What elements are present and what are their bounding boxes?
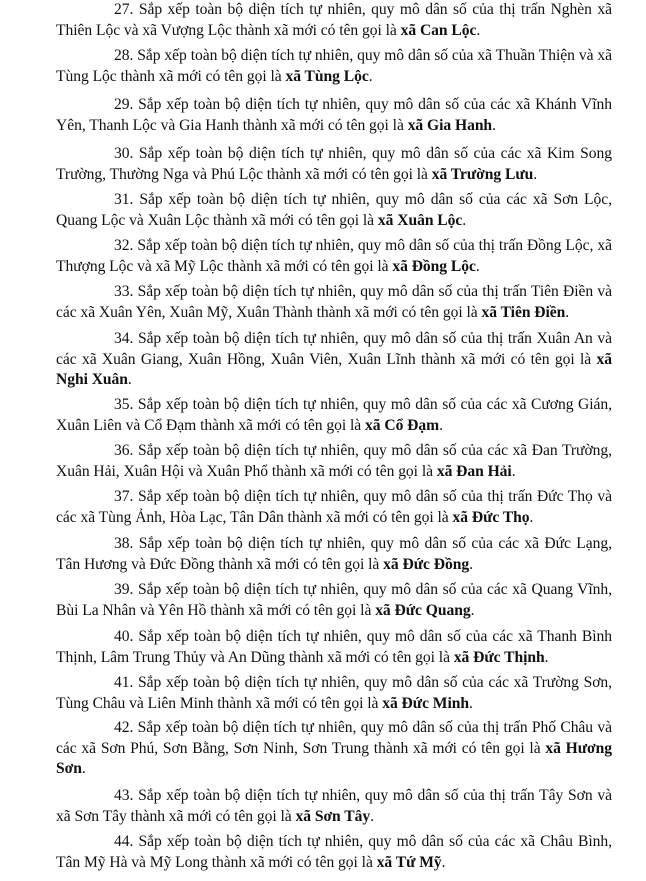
paragraph-28 <box>56 46 612 87</box>
new-commune-name: xã Gia Hanh <box>407 116 493 134</box>
paragraph-end: . <box>533 165 538 183</box>
paragraph-text: 31. Sắp xếp toàn bộ diện tích tự nhiên, quy mô dân số của các xã Sơn Lộc, Quang Lộc và Xuân Lộc thành xã mới có tên gọi là <box>56 191 612 229</box>
paragraph-text: 41. Sắp xếp toàn bộ diện tích tự nhiên, quy mô dân số của các xã Trường Sơn, Tùng Châu và Liên Minh thành xã mới có tên gọi là <box>56 674 612 712</box>
paragraph-36 <box>56 441 612 482</box>
paragraph-text: 35. Sắp xếp toàn bộ diện tích tự nhiên, quy mô dân số của các xã Cương Gián, Xuân Liên và Cổ Đạm thành xã mới có tên gọi là <box>56 396 612 434</box>
paragraph-end: . <box>475 257 480 275</box>
new-commune-name: xã Đức Thịnh <box>453 648 545 666</box>
paragraph-27 <box>56 0 612 41</box>
paragraph-30 <box>56 144 612 185</box>
new-commune-name: xã Tùng Lộc <box>285 67 369 85</box>
paragraph-31 <box>56 190 612 231</box>
paragraph-end: . <box>529 508 534 526</box>
paragraph-42 <box>56 718 612 780</box>
paragraph-32 <box>56 236 612 277</box>
new-commune-name: xã Đức Đồng <box>383 555 470 573</box>
paragraph-end: . <box>81 760 86 777</box>
paragraph-text: 33. Sắp xếp toàn bộ diện tích tự nhiên, quy mô dân số của thị trấn Tiên Điền và các xã Xuân Yên, Xuân Mỹ, Xuân Thành thành xã mới có tên gọi là <box>56 283 612 321</box>
paragraph-text: 29. Sắp xếp toàn bộ diện tích tự nhiên, quy mô dân số của các xã Khánh Vĩnh Yên, Thanh Lộc và Gia Hanh thành xã mới có tên gọi là <box>56 96 612 134</box>
paragraph-end: . <box>476 21 481 39</box>
new-commune-name: xã Tứ Mỹ <box>376 853 442 871</box>
paragraph-end: . <box>469 555 473 573</box>
paragraph-end: . <box>565 303 570 321</box>
new-commune-name: xã Đức Quang <box>375 601 471 619</box>
paragraph-end: . <box>544 648 549 666</box>
paragraph-text: 30. Sắp xếp toàn bộ diện tích tự nhiên, quy mô dân số của các xã Kim Song Trường, Thường Nga và Phú Lộc thành xã mới có tên gọi là <box>56 145 612 183</box>
paragraph-text: 42. Sắp xếp toàn bộ diện tích tự nhiên, quy mô dân số của thị trấn Phố Châu và các xã Sơn Phú, Sơn Bằng, Sơn Ninh, Sơn Trung thành xã mới có tên gọi là <box>56 719 612 757</box>
paragraph-end: . <box>441 853 446 871</box>
new-commune-name: xã Tiên Điền <box>481 303 566 321</box>
paragraph-text: 43. Sắp xếp toàn bộ diện tích tự nhiên, quy mô dân số của thị trấn Tây Sơn và xã Sơn Tây thành xã mới có tên gọi là <box>56 787 612 825</box>
new-commune-name: xã Can Lộc <box>400 21 477 39</box>
new-commune-name: xã Nghi Xuân <box>56 350 612 388</box>
paragraph-text: 36. Sắp xếp toàn bộ diện tích tự nhiên, quy mô dân số của các xã Đan Trường, Xuân Hải, Xuân Hội và Xuân Phổ thành xã mới có tên gọi là <box>56 442 612 480</box>
new-commune-name: xã Sơn Tây <box>295 807 371 825</box>
paragraph-41 <box>56 673 612 714</box>
paragraph-38 <box>56 534 612 575</box>
paragraph-33 <box>56 282 612 323</box>
paragraph-end: . <box>492 116 496 134</box>
paragraph-end: . <box>469 694 473 712</box>
paragraph-44 <box>56 832 612 873</box>
paragraph-text: 40. Sắp xếp toàn bộ diện tích tự nhiên, quy mô dân số của các xã Thanh Bình Thịnh, Lâm Trung Thủy và An Dũng thành xã mới có tên gọi là <box>56 628 612 666</box>
paragraph-text: 34. Sắp xếp toàn bộ diện tích tự nhiên, quy mô dân số của thị trấn Xuân An và các xã Xuân Giang, Xuân Hồng, Xuân Viên, Xuân Lĩnh thành xã mới có tên gọi là <box>56 330 612 368</box>
new-commune-name: xã Trường Lưu <box>431 165 534 183</box>
paragraph-text: 38. Sắp xếp toàn bộ diện tích tự nhiên, quy mô dân số của các xã Đức Lạng, Tân Hương và Đức Đồng thành xã mới có tên gọi là <box>56 535 612 573</box>
paragraph-end: . <box>439 416 443 434</box>
paragraph-text: 32. Sắp xếp toàn bộ diện tích tự nhiên, quy mô dân số của thị trấn Đồng Lộc, xã Thượng Lộc và xã Mỹ Lộc thành xã mới có tên gọi là <box>56 237 612 275</box>
paragraph-43 <box>56 786 612 827</box>
new-commune-name: xã Cổ Đạm <box>365 416 440 434</box>
paragraph-end: . <box>370 807 374 825</box>
paragraph-text: 37. Sắp xếp toàn bộ diện tích tự nhiên, quy mô dân số của thị trấn Đức Thọ và các xã Tùng Ảnh, Hòa Lạc, Tân Dân thành xã mới có tên gọi là <box>56 488 612 526</box>
paragraph-29 <box>56 95 612 136</box>
paragraph-text: 27. Sắp xếp toàn bộ diện tích tự nhiên, quy mô dân số của thị trấn Nghèn xã Thiên Lộc và xã Vượng Lộc thành xã mới có tên gọi là <box>56 1 612 39</box>
paragraph-end: . <box>511 462 516 480</box>
new-commune-name: xã Xuân Lộc <box>377 211 463 229</box>
paragraph-39 <box>56 580 612 621</box>
new-commune-name: xã Đức Thọ <box>452 508 530 526</box>
paragraph-text: 28. Sắp xếp toàn bộ diện tích tự nhiên, quy mô dân số của xã Thuần Thiện và xã Tùng Lộc thành xã mới có tên gọi là <box>56 47 612 85</box>
paragraph-text: 44. Sắp xếp toàn bộ diện tích tự nhiên, quy mô dân số của các xã Châu Bình, Tân Mỹ Hà và Mỹ Long thành xã mới có tên gọi là <box>56 833 612 871</box>
paragraph-end: . <box>470 601 475 619</box>
paragraph-text: 39. Sắp xếp toàn bộ diện tích tự nhiên, quy mô dân số của các xã Quang Vĩnh, Bùi La Nhân và Yên Hồ thành xã mới có tên gọi là <box>56 581 612 619</box>
paragraph-end: . <box>462 211 467 229</box>
new-commune-name: xã Đồng Lộc <box>392 257 476 275</box>
paragraph-35 <box>56 395 612 436</box>
new-commune-name: xã Hương Sơn <box>56 739 612 777</box>
new-commune-name: xã Đức Minh <box>382 694 469 712</box>
paragraph-end: . <box>368 67 373 85</box>
paragraph-40 <box>56 627 612 668</box>
paragraph-34 <box>56 329 612 391</box>
paragraph-37 <box>56 487 612 528</box>
paragraph-end: . <box>127 371 132 388</box>
new-commune-name: xã Đan Hải <box>436 462 512 480</box>
